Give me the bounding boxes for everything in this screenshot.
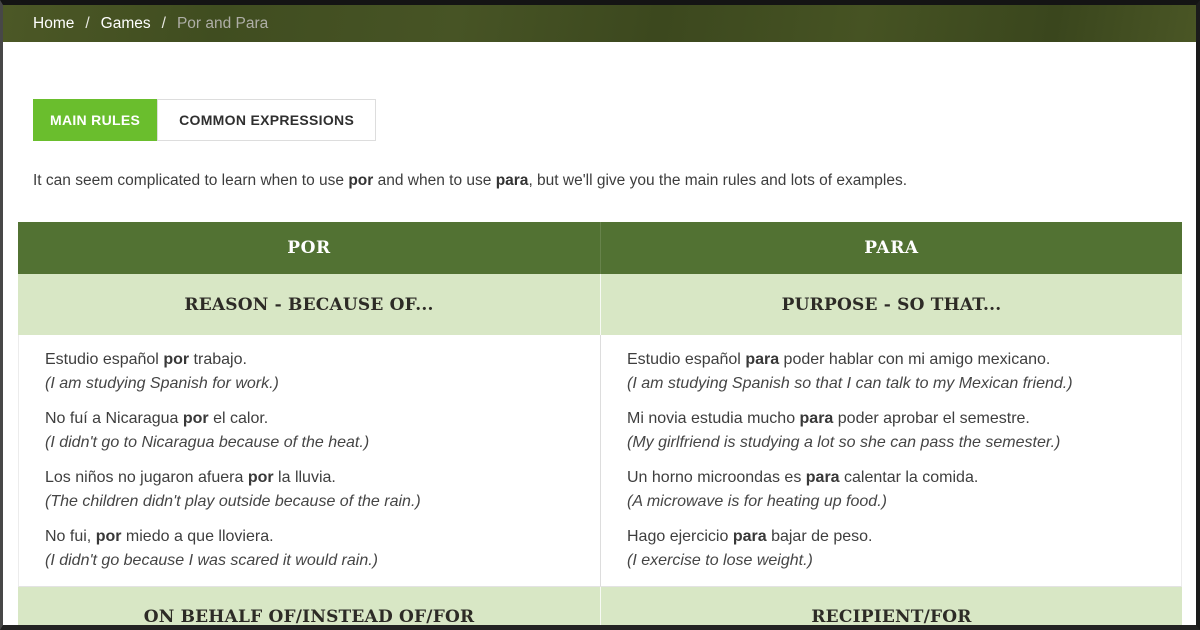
section-title-reason: REASON - BECAUSE OF... (18, 274, 600, 335)
spanish-text: No fui, (45, 528, 96, 545)
intro-text-post: , but we'll give you the main rules and lots of examples. (528, 172, 908, 189)
spanish-text: Hago ejercicio (627, 528, 733, 545)
example-item (45, 525, 578, 573)
english-translation: (The children didn't play outside because of the rain.) (45, 493, 421, 510)
spanish-text: Un horno microondas es (627, 469, 806, 486)
spanish-text: Mi novia estudia mucho (627, 410, 800, 427)
spanish-text: calentar la comida. (839, 469, 979, 486)
spanish-text: Estudio español (45, 351, 164, 368)
para-examples-cell (600, 335, 1181, 586)
intro-bold-por: por (348, 172, 374, 189)
section-title-row (18, 274, 1182, 335)
intro-text-pre: It can seem complicated to learn when to use (33, 172, 349, 189)
breadcrumb-separator: / (85, 14, 90, 32)
spanish-text: el calor. (208, 410, 269, 427)
breadcrumb-link-home[interactable]: Home (33, 14, 75, 32)
breadcrumb (33, 15, 268, 33)
keyword-para: para (805, 469, 840, 486)
spanish-text: trabajo. (189, 351, 247, 368)
english-translation: (A microwave is for heating up food.) (627, 493, 887, 510)
english-translation: (I didn't go to Nicaragua because of the heat.) (45, 434, 370, 451)
examples-row (18, 335, 1182, 587)
keyword-por: por (247, 469, 274, 486)
keyword-para: para (799, 410, 834, 427)
breadcrumb-link-games[interactable]: Games (100, 14, 151, 32)
example-item (45, 348, 578, 396)
section-title-on-behalf-of: ON BEHALF OF/INSTEAD OF/FOR (18, 587, 600, 630)
spanish-text: Estudio español (627, 351, 746, 368)
keyword-por: por (163, 351, 190, 368)
spanish-sentence (45, 407, 578, 431)
spanish-text: poder hablar con mi amigo mexicano. (779, 351, 1051, 368)
english-translation: (I am studying Spanish for work.) (45, 375, 279, 392)
por-examples-cell (19, 335, 600, 586)
spanish-text: Los niños no jugaron afuera (45, 469, 248, 486)
spanish-sentence (45, 466, 578, 490)
next-section-title-row (18, 587, 1182, 630)
spanish-sentence (627, 348, 1159, 372)
keyword-por: por (95, 528, 122, 545)
example-item (45, 466, 578, 514)
example-item (627, 407, 1159, 455)
intro-text (33, 170, 1166, 191)
spanish-text: poder aprobar el semestre. (833, 410, 1030, 427)
spanish-sentence (45, 348, 578, 372)
english-translation: (I am studying Spanish so that I can talk to my Mexican friend.) (627, 375, 1073, 392)
example-item (627, 525, 1159, 573)
example-item (45, 407, 578, 455)
spanish-text: bajar de peso. (766, 528, 873, 545)
spanish-text: No fuí a Nicaragua (45, 410, 183, 427)
por-column-header: POR (18, 222, 600, 274)
por-para-rules-table (18, 222, 1182, 630)
breadcrumb-current-page: Por and Para (176, 14, 269, 32)
example-item (627, 348, 1159, 396)
english-translation: (My girlfriend is studying a lot so she can pass the semester.) (627, 434, 1061, 451)
tab-bar (33, 99, 1196, 141)
spanish-text: la lluvia. (273, 469, 336, 486)
keyword-para: para (732, 528, 767, 545)
spanish-sentence (627, 466, 1159, 490)
intro-text-mid: and when to use (373, 172, 496, 189)
table-header-row (18, 222, 1182, 274)
tab-main-rules[interactable]: MAIN RULES (33, 99, 157, 141)
intro-bold-para: para (495, 172, 529, 189)
keyword-para: para (745, 351, 780, 368)
spanish-sentence (627, 525, 1159, 549)
section-title-recipient: RECIPIENT/FOR (600, 587, 1182, 630)
para-column-header: PARA (600, 222, 1182, 274)
keyword-por: por (182, 410, 209, 427)
example-item (627, 466, 1159, 514)
breadcrumb-separator: / (161, 14, 166, 32)
tab-common-expressions[interactable]: COMMON EXPRESSIONS (157, 99, 376, 141)
spanish-sentence (45, 525, 578, 549)
section-title-purpose: PURPOSE - SO THAT... (600, 274, 1182, 335)
spanish-sentence (627, 407, 1159, 431)
english-translation: (I exercise to lose weight.) (627, 552, 813, 569)
top-navigation-bar (3, 5, 1196, 42)
english-translation: (I didn't go because I was scared it would rain.) (45, 552, 378, 569)
spanish-text: miedo a que lloviera. (121, 528, 274, 545)
